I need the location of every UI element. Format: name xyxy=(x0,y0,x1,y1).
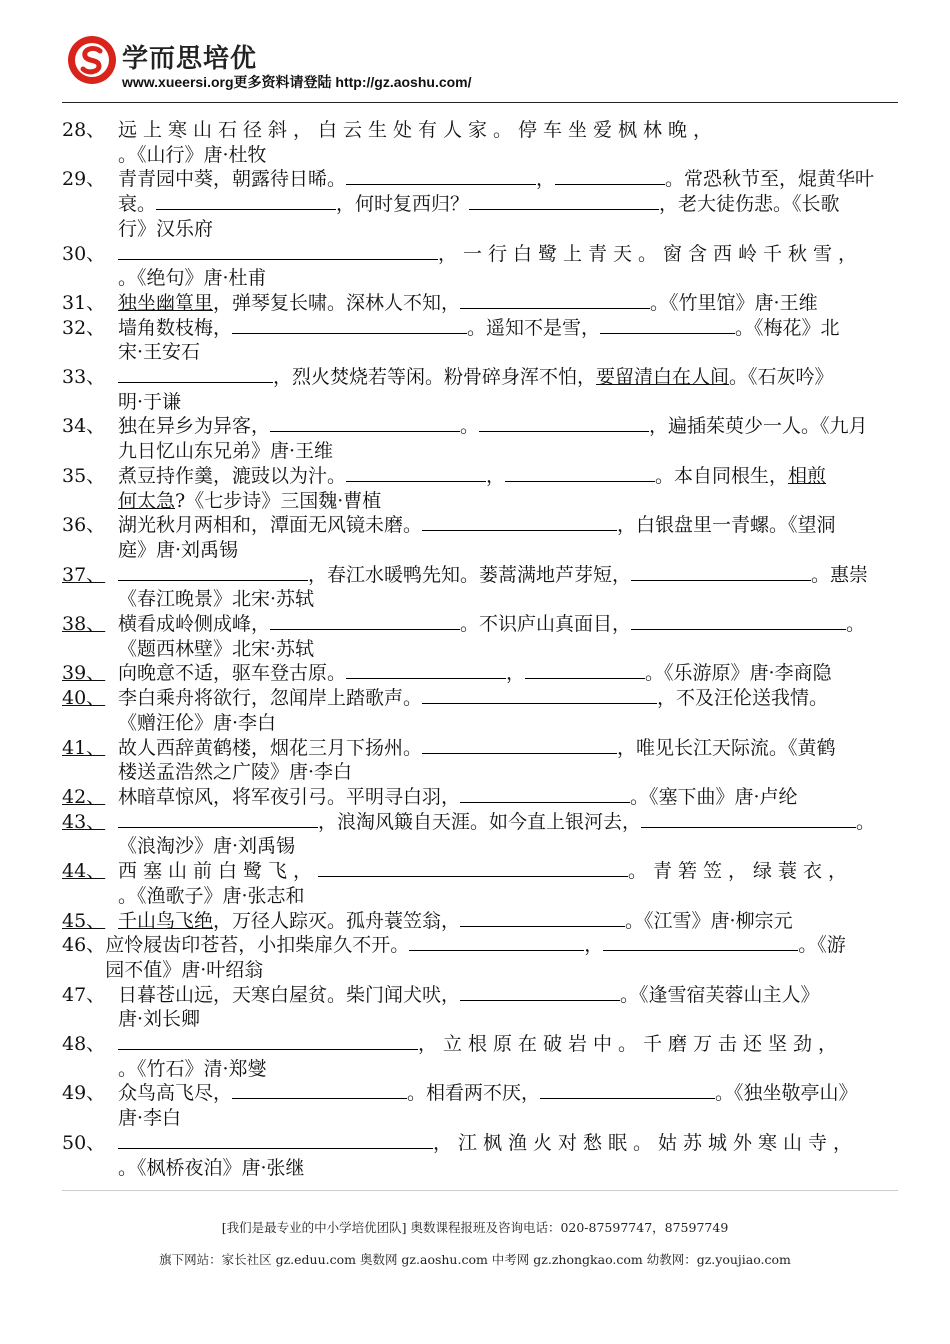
poem-text: 青青园中葵，朝露待日晞。 xyxy=(118,168,347,191)
exercise-number: 48、 xyxy=(62,1033,106,1056)
exercise-text xyxy=(118,909,900,934)
exercise-item xyxy=(62,118,900,167)
exercise-text xyxy=(118,118,900,167)
exercise-item xyxy=(62,785,900,810)
exercise-number: 49、 xyxy=(62,1082,106,1105)
poem-text: 湖光秋月两相和，潭面无风镜未磨。 xyxy=(118,514,423,537)
answer-blank[interactable] xyxy=(479,414,649,432)
poem-text: 。《游 xyxy=(798,934,846,957)
exercise-text xyxy=(118,316,900,365)
exercise-item xyxy=(62,464,900,513)
poem-text: ，江枫渔火对愁眠。姑苏城外寒山寺， xyxy=(433,1131,859,1154)
poem-text: 远上寒山石径斜，白云生处有人家。停车坐爱枫林晚， xyxy=(118,119,719,141)
exercise-text xyxy=(118,291,900,316)
exercise-text xyxy=(118,242,900,291)
exercise-item xyxy=(62,736,900,785)
poem-text: 。《逢雪宿芙蓉山主人》 xyxy=(620,983,820,1006)
exercise-number: 33、 xyxy=(62,366,106,389)
answer-blank[interactable] xyxy=(422,686,657,704)
poem-text: 。《渔歌子》唐·张志和 xyxy=(118,884,305,907)
poem-text: 。《枫桥夜泊》唐·张继 xyxy=(118,1156,305,1179)
answer-blank[interactable] xyxy=(422,736,617,754)
answer-blank[interactable] xyxy=(270,414,460,432)
poem-text: ，立根原在破岩中。千磨万击还坚劲， xyxy=(418,1033,844,1056)
exercise-item xyxy=(62,933,900,982)
poem-text: 。《乐游原》唐·李商隐 xyxy=(645,662,832,685)
exercise-item xyxy=(62,1131,900,1180)
exercise-text xyxy=(118,414,900,463)
exercise-item xyxy=(62,316,900,365)
exercise-item xyxy=(62,563,900,612)
exercise-text xyxy=(118,612,900,661)
answer-blank[interactable] xyxy=(603,933,798,951)
exercise-item xyxy=(62,242,900,291)
answer-blank[interactable] xyxy=(118,563,308,581)
exercise-text xyxy=(118,513,900,562)
exercise-text xyxy=(118,736,900,785)
exercise-number: 30、 xyxy=(62,242,106,265)
answer-blank[interactable] xyxy=(525,661,645,679)
poem-text: 千山鸟飞绝 xyxy=(118,909,214,932)
poem-text: 。《山行》唐·杜牧 xyxy=(118,143,267,166)
exercise-number: 44、 xyxy=(62,860,106,883)
xueersi-logo-icon xyxy=(66,34,118,86)
poem-text: 《赠汪伦》唐·李白 xyxy=(118,711,277,734)
answer-blank[interactable] xyxy=(156,192,336,210)
poem-text: 。《竹里馆》唐·王维 xyxy=(650,291,818,314)
poem-text: 。遥知不是雪， xyxy=(467,316,601,339)
poem-text: ，何时复西归？ xyxy=(336,193,470,216)
poem-text: 故人西辞黄鹤楼，烟花三月下扬州。 xyxy=(118,736,423,759)
poem-text: ?《七步诗》三国魏·曹植 xyxy=(175,489,382,512)
answer-blank[interactable] xyxy=(600,316,735,334)
poem-text: 应怜屐齿印苍苔，小扣柴扉久不开。 xyxy=(105,934,410,957)
exercise-number: 35、 xyxy=(62,464,106,487)
exercise-item xyxy=(62,612,900,661)
exercise-text xyxy=(118,983,900,1032)
exercise-number: 50、 xyxy=(62,1131,106,1154)
answer-blank[interactable] xyxy=(460,785,630,803)
footer-divider xyxy=(62,1190,898,1191)
poem-text: 《题西林壁》北宋·苏轼 xyxy=(118,637,315,660)
answer-blank[interactable] xyxy=(469,192,659,210)
poem-text: ，遍插茱萸少一人。《九月 xyxy=(649,415,868,438)
answer-blank[interactable] xyxy=(232,316,467,334)
poem-text: 行》汉乐府 xyxy=(118,217,214,240)
poem-text: ，烈火焚烧若等闲。粉骨碎身浑不怕， xyxy=(273,366,597,389)
exercise-text xyxy=(118,365,900,414)
exercise-text xyxy=(118,810,900,859)
poem-text: 向晚意不适，驱车登古原。 xyxy=(118,662,347,685)
answer-blank[interactable] xyxy=(505,464,655,482)
answer-blank[interactable] xyxy=(318,859,628,877)
poem-text: 。常恐秋节至，焜黄华叶 xyxy=(665,168,875,191)
poem-text: ，万径人踪灭。孤舟蓑笠翁， xyxy=(213,909,461,932)
answer-blank[interactable] xyxy=(422,513,617,531)
answer-blank[interactable] xyxy=(346,464,486,482)
exercise-item xyxy=(62,909,900,934)
poem-text: 。《石灰吟》 xyxy=(729,366,834,389)
exercise-item xyxy=(62,661,900,686)
brand-name: 学而思培优 xyxy=(122,44,258,74)
exercise-number: 40、 xyxy=(62,687,106,710)
exercise-text xyxy=(118,1131,900,1180)
exercise-item xyxy=(62,1032,900,1081)
answer-blank[interactable] xyxy=(409,933,584,951)
exercise-item xyxy=(62,859,900,908)
exercise-number: 45、 xyxy=(62,909,106,932)
exercise-item xyxy=(62,167,900,241)
poem-text: 众鸟高飞尽， xyxy=(118,1082,233,1105)
poem-text: ，老大徒伤悲。《长歌 xyxy=(659,193,840,216)
poem-text: ， xyxy=(536,168,556,191)
exercise-number: 39、 xyxy=(62,662,106,685)
poem-text: 日暮苍山远，天寒白屋贫。柴门闻犬吠， xyxy=(118,983,461,1006)
poem-text: 唐·李白 xyxy=(118,1107,182,1130)
exercise-number: 32、 xyxy=(62,316,106,339)
exercise-number: 36、 xyxy=(62,514,106,537)
exercise-list xyxy=(62,118,900,1180)
poem-text: 林暗草惊风，将军夜引弓。平明寻白羽， xyxy=(118,785,461,808)
poem-text: 李白乘舟将欲行，忽闻岸上踏歌声。 xyxy=(118,687,423,710)
poem-text: 。相看两不厌， xyxy=(407,1082,541,1105)
poem-text: 相煎 xyxy=(788,464,827,487)
poem-text: ，一行白鹭上青天。窗含西岭千秋雪， xyxy=(438,242,864,265)
poem-text: 《浪淘沙》唐·刘禹锡 xyxy=(118,835,296,858)
exercise-text xyxy=(118,1032,900,1081)
poem-text: 。惠崇 xyxy=(811,563,869,586)
exercise-text xyxy=(118,1081,900,1130)
exercise-number: 46、 xyxy=(62,934,106,957)
poem-text: 宋·王安石 xyxy=(118,341,201,364)
exercise-number: 28、 xyxy=(62,119,106,141)
answer-blank[interactable] xyxy=(631,563,811,581)
exercise-item xyxy=(62,810,900,859)
poem-text: 。青箬笠，绿蓑衣， xyxy=(628,860,854,883)
answer-blank[interactable] xyxy=(118,1032,418,1050)
poem-text: ，白银盘里一青螺。《望洞 xyxy=(617,514,836,537)
poem-text: ，弹琴复长啸。深林人不知， xyxy=(213,291,461,314)
poem-text: 独在异乡为异客， xyxy=(118,415,271,438)
poem-text: 。 xyxy=(856,810,876,833)
answer-blank[interactable] xyxy=(555,167,665,185)
poem-text: 要留清白在人间 xyxy=(596,366,730,389)
exercise-item xyxy=(62,686,900,735)
answer-blank[interactable] xyxy=(460,909,625,927)
exercise-item xyxy=(62,513,900,562)
site-url[interactable]: www.xueersi.org更多资料请登陆 http://gz.aoshu.com/ xyxy=(122,74,472,90)
exercise-text xyxy=(118,464,900,513)
exercise-item xyxy=(62,291,900,316)
answer-blank[interactable] xyxy=(346,661,506,679)
exercise-number: 34、 xyxy=(62,415,106,438)
poem-text: 。《塞下曲》唐·卢纶 xyxy=(630,785,798,808)
exercise-number: 43、 xyxy=(62,810,106,833)
answer-blank[interactable] xyxy=(118,242,438,260)
poem-text: 楼送孟浩然之广陵》唐·李白 xyxy=(118,761,353,784)
exercise-number: 42、 xyxy=(62,785,106,808)
poem-text: 园不值》唐·叶绍翁 xyxy=(105,958,264,981)
exercise-text xyxy=(118,661,900,686)
poem-text: 独坐幽篁里 xyxy=(118,291,214,314)
footer-websites: 旗下网站：家长社区 gz.eduu.com 奥数网 gz.aoshu.com 中考网 gz.zhongkao.com 幼教网：gz.youjiao.com xyxy=(159,1252,791,1267)
exercise-item xyxy=(62,414,900,463)
exercise-text xyxy=(105,933,900,982)
poem-text: 横看成岭侧成峰， xyxy=(118,613,271,636)
poem-text: 。《梅花》北 xyxy=(735,316,840,339)
exercise-number: 37、 xyxy=(62,563,106,586)
footer-contact: [我们是最专业的中小学培优团队] 奥数课程报班及咨询电话：020-87597747，87597749 xyxy=(221,1220,729,1235)
poem-text: ，不及汪伦送我情。 xyxy=(657,687,829,710)
poem-text: 墙角数枝梅， xyxy=(118,316,233,339)
poem-text: 明·于谦 xyxy=(118,390,182,413)
poem-text: ，浪淘风簸自天涯。如今直上银河去， xyxy=(318,810,642,833)
exercise-text xyxy=(118,859,900,908)
exercise-text xyxy=(118,785,900,810)
poem-text: ， xyxy=(584,934,604,957)
exercise-number: 29、 xyxy=(62,168,106,191)
poem-text: 。《绝句》唐·杜甫 xyxy=(118,267,267,290)
answer-blank[interactable] xyxy=(118,1131,433,1149)
poem-text: 。 xyxy=(846,613,866,636)
page-header xyxy=(66,34,906,102)
exercise-item xyxy=(62,1081,900,1130)
poem-text: 九日忆山东兄弟》唐·王维 xyxy=(118,440,334,463)
exercise-number: 31、 xyxy=(62,291,106,314)
answer-blank[interactable] xyxy=(118,365,273,383)
poem-text: 。本自同根生， xyxy=(655,464,789,487)
answer-blank[interactable] xyxy=(460,291,650,309)
poem-text: 西塞山前白鹭飞， xyxy=(118,860,319,883)
answer-blank[interactable] xyxy=(641,810,856,828)
answer-blank[interactable] xyxy=(270,612,460,630)
poem-text: 。《独坐敬亭山》 xyxy=(715,1082,858,1105)
answer-blank[interactable] xyxy=(460,983,620,1001)
poem-text: 唐·刘长卿 xyxy=(118,1008,201,1031)
header-divider xyxy=(62,102,898,103)
exercise-number: 41、 xyxy=(62,736,106,759)
answer-blank[interactable] xyxy=(540,1081,715,1099)
poem-text: ，唯见长江天际流。《黄鹤 xyxy=(617,736,836,759)
poem-text: 何太急 xyxy=(118,489,176,512)
poem-text: ， xyxy=(486,464,506,487)
poem-text: 。《江雪》唐·柳宗元 xyxy=(625,909,793,932)
poem-text: 。《竹石》清·郑燮 xyxy=(118,1057,267,1080)
exercise-item xyxy=(62,983,900,1032)
answer-blank[interactable] xyxy=(118,810,318,828)
poem-text: 。不识庐山真面目， xyxy=(460,613,632,636)
poem-text: 煮豆持作羹，漉豉以为汁。 xyxy=(118,464,347,487)
exercise-number: 38、 xyxy=(62,613,106,636)
poem-text: 。 xyxy=(460,415,480,438)
exercise-item xyxy=(62,365,900,414)
answer-blank[interactable] xyxy=(232,1081,407,1099)
poem-text: ，春江水暖鸭先知。蒌蒿满地芦芽短， xyxy=(308,563,632,586)
exercise-text xyxy=(118,167,900,241)
poem-text: ， xyxy=(506,662,526,685)
answer-blank[interactable] xyxy=(631,612,846,630)
exercise-text xyxy=(118,686,900,735)
poem-text: 衰。 xyxy=(118,193,157,216)
poem-text: 《春江晚景》北宋·苏轼 xyxy=(118,588,315,611)
poem-text: 庭》唐·刘禹锡 xyxy=(118,538,239,561)
exercise-text xyxy=(118,563,900,612)
exercise-number: 47、 xyxy=(62,983,106,1006)
answer-blank[interactable] xyxy=(346,167,536,185)
